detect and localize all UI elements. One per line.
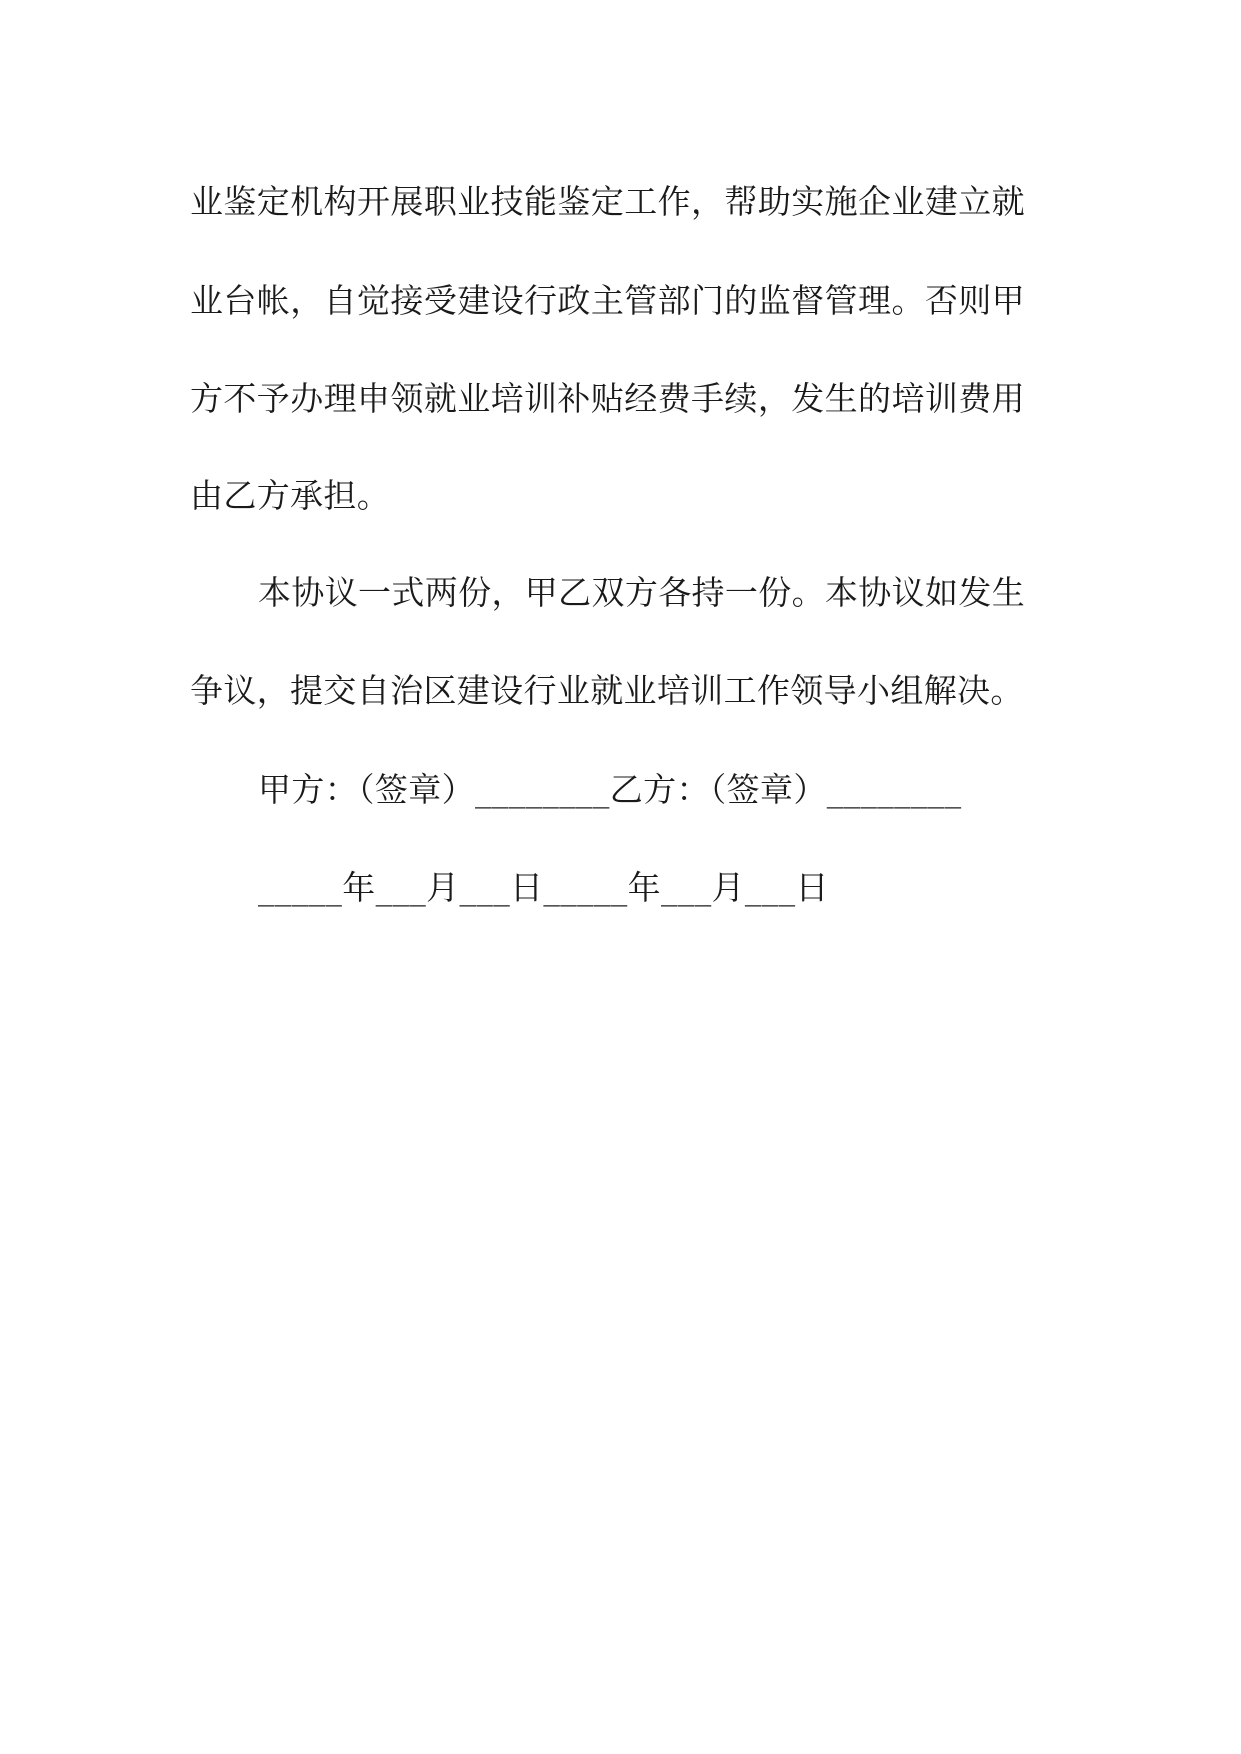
paragraph-1-line-1: 业鉴定机构开展职业技能鉴定工作，帮助实施企业建立就 — [190, 182, 1025, 221]
paragraph-2-line-2: 争议，提交自治区建设行业就业培训工作领导小组解决。 — [190, 671, 1024, 710]
paragraph-1-line-2: 业台帐，自觉接受建设行政主管部门的监督管理。否则甲 — [190, 281, 1025, 320]
signature-line: 甲方：（签章）________乙方：（签章）________ — [258, 770, 962, 809]
paragraph-2-line-1: 本协议一式两份，甲乙双方各持一份。本协议如发生 — [258, 573, 1026, 612]
paragraph-1-line-4: 由乙方承担。 — [190, 476, 391, 515]
date-line: _____年___月___日_____年___月___日 — [258, 868, 829, 907]
paragraph-1-line-3: 方不予办理申领就业培训补贴经费手续，发生的培训费用 — [190, 379, 1025, 418]
